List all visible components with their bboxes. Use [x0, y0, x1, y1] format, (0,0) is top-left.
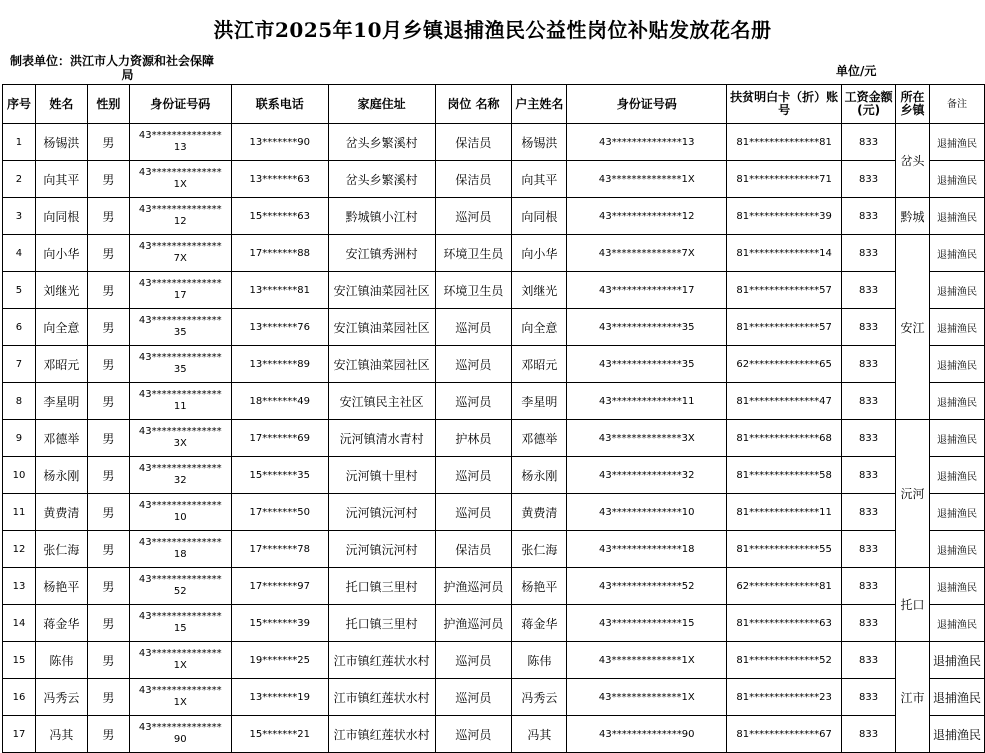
table-row	[3, 346, 985, 383]
row-card: 81**************67	[727, 716, 842, 753]
row-id-part2: 1X	[173, 179, 187, 190]
row-address: 江市镇红莲状水村	[328, 679, 435, 716]
row-wage: 833	[842, 346, 896, 383]
row-id-part2: 15	[173, 623, 187, 634]
row-id	[129, 272, 231, 309]
row-address: 安江镇油菜园社区	[328, 309, 435, 346]
row-gender: 男	[87, 494, 129, 531]
table-row	[3, 383, 985, 420]
row-gender: 男	[87, 568, 129, 605]
row-phone: 18*******49	[231, 383, 328, 420]
row-id	[129, 235, 231, 272]
row-post: 保洁员	[435, 124, 512, 161]
row-phone: 17*******50	[231, 494, 328, 531]
row-id	[129, 161, 231, 198]
row-name: 刘继光	[35, 272, 87, 309]
maker-label-cont: 局	[121, 68, 134, 82]
row-remark: 退捕渔民	[930, 679, 985, 716]
row-name: 向全意	[35, 309, 87, 346]
row-seq: 4	[3, 235, 36, 272]
row-id-part2: 3X	[173, 438, 187, 449]
row-post: 巡河员	[435, 679, 512, 716]
row-address: 托口镇三里村	[328, 605, 435, 642]
row-post: 巡河员	[435, 642, 512, 679]
row-remark: 退捕渔民	[930, 568, 985, 605]
row-name: 蒋金华	[35, 605, 87, 642]
table-row	[3, 272, 985, 309]
row-phone: 17*******88	[231, 235, 328, 272]
row-id	[129, 457, 231, 494]
row-wage: 833	[842, 124, 896, 161]
row-id-part1: 43**************	[138, 685, 222, 696]
row-head: 杨艳平	[512, 568, 567, 605]
row-seq: 6	[3, 309, 36, 346]
row-id-part2: 18	[173, 549, 187, 560]
header-gender: 性别	[87, 85, 129, 124]
row-phone: 15*******21	[231, 716, 328, 753]
table-row	[3, 124, 985, 161]
row-post: 保洁员	[435, 531, 512, 568]
row-post: 巡河员	[435, 198, 512, 235]
row-post: 护渔巡河员	[435, 568, 512, 605]
row-gender: 男	[87, 383, 129, 420]
row-head: 邓德举	[512, 420, 567, 457]
row-head: 蒋金华	[512, 605, 567, 642]
row-card: 81**************23	[727, 679, 842, 716]
row-seq: 3	[3, 198, 36, 235]
row-card: 62**************65	[727, 346, 842, 383]
row-name: 陈伟	[35, 642, 87, 679]
maker-unit	[10, 54, 245, 82]
row-post: 保洁员	[435, 161, 512, 198]
table-row	[3, 494, 985, 531]
header-address: 家庭住址	[328, 85, 435, 124]
row-phone: 15*******35	[231, 457, 328, 494]
row-town: 黔城	[896, 198, 930, 235]
row-head: 冯秀云	[512, 679, 567, 716]
row-wage: 833	[842, 309, 896, 346]
maker-label: 制表单位：洪江市人力资源和社会保障	[10, 54, 215, 68]
table-row	[3, 235, 985, 272]
row-card: 81**************47	[727, 383, 842, 420]
row-id-part2: 35	[173, 327, 187, 338]
row-id-part2: 7X	[173, 253, 187, 264]
row-gender: 男	[87, 457, 129, 494]
row-wage: 833	[842, 679, 896, 716]
row-town: 江市	[896, 642, 930, 753]
row-id-part2: 11	[173, 401, 187, 412]
row-head: 李星明	[512, 383, 567, 420]
table-row	[3, 716, 985, 753]
row-head-id: 43**************7X	[567, 235, 727, 272]
row-head-id: 43**************52	[567, 568, 727, 605]
row-id-part2: 1X	[173, 697, 187, 708]
row-id-part2: 12	[173, 216, 187, 227]
row-card: 81**************11	[727, 494, 842, 531]
row-id-part2: 17	[173, 290, 187, 301]
row-wage: 833	[842, 272, 896, 309]
row-address: 江市镇红莲状水村	[328, 642, 435, 679]
row-name: 杨永刚	[35, 457, 87, 494]
row-phone: 17*******69	[231, 420, 328, 457]
row-card: 81**************52	[727, 642, 842, 679]
table-row	[3, 457, 985, 494]
table-row	[3, 568, 985, 605]
roster-table	[2, 84, 985, 753]
row-gender: 男	[87, 161, 129, 198]
row-name: 邓昭元	[35, 346, 87, 383]
row-wage: 833	[842, 420, 896, 457]
row-head: 杨锡洪	[512, 124, 567, 161]
row-card: 81**************63	[727, 605, 842, 642]
row-head: 刘继光	[512, 272, 567, 309]
row-remark: 退捕渔民	[930, 531, 985, 568]
row-gender: 男	[87, 642, 129, 679]
row-remark: 退捕渔民	[930, 494, 985, 531]
row-wage: 833	[842, 198, 896, 235]
table-row	[3, 420, 985, 457]
row-head-id: 43**************35	[567, 346, 727, 383]
row-id-part1: 43**************	[138, 352, 222, 363]
row-head-id: 43**************32	[567, 457, 727, 494]
row-seq: 15	[3, 642, 36, 679]
row-head-id: 43**************1X	[567, 161, 727, 198]
row-card: 62**************81	[727, 568, 842, 605]
row-phone: 19*******25	[231, 642, 328, 679]
row-head: 张仁海	[512, 531, 567, 568]
row-seq: 10	[3, 457, 36, 494]
row-head-id: 43**************13	[567, 124, 727, 161]
row-seq: 2	[3, 161, 36, 198]
row-card: 81**************81	[727, 124, 842, 161]
row-seq: 8	[3, 383, 36, 420]
row-seq: 17	[3, 716, 36, 753]
row-name: 杨艳平	[35, 568, 87, 605]
table-row	[3, 198, 985, 235]
row-post: 巡河员	[435, 346, 512, 383]
row-wage: 833	[842, 494, 896, 531]
row-wage: 833	[842, 642, 896, 679]
table-row	[3, 679, 985, 716]
row-seq: 16	[3, 679, 36, 716]
row-id-part2: 10	[173, 512, 187, 523]
row-head-id: 43**************35	[567, 309, 727, 346]
row-head-id: 43**************18	[567, 531, 727, 568]
row-phone: 13*******19	[231, 679, 328, 716]
row-id	[129, 679, 231, 716]
row-phone: 15*******63	[231, 198, 328, 235]
row-head-id: 43**************1X	[567, 642, 727, 679]
row-head: 向小华	[512, 235, 567, 272]
row-card: 81**************57	[727, 272, 842, 309]
row-remark: 退捕渔民	[930, 198, 985, 235]
row-name: 向小华	[35, 235, 87, 272]
row-seq: 11	[3, 494, 36, 531]
row-id-part2: 35	[173, 364, 187, 375]
row-gender: 男	[87, 235, 129, 272]
row-head-id: 43**************17	[567, 272, 727, 309]
row-phone: 15*******39	[231, 605, 328, 642]
row-phone: 13*******63	[231, 161, 328, 198]
row-post: 护林员	[435, 420, 512, 457]
row-head-id: 43**************10	[567, 494, 727, 531]
row-name: 张仁海	[35, 531, 87, 568]
header-head-id: 身份证号码	[567, 85, 727, 124]
row-name: 李星明	[35, 383, 87, 420]
row-phone: 13*******81	[231, 272, 328, 309]
row-id-part1: 43**************	[138, 241, 222, 252]
row-gender: 男	[87, 716, 129, 753]
row-wage: 833	[842, 531, 896, 568]
row-gender: 男	[87, 420, 129, 457]
row-address: 安江镇秀洲村	[328, 235, 435, 272]
row-phone: 13*******76	[231, 309, 328, 346]
row-post: 环境卫生员	[435, 235, 512, 272]
row-id	[129, 568, 231, 605]
row-remark: 退捕渔民	[930, 420, 985, 457]
header-remark: 备注	[930, 85, 985, 124]
row-address: 黔城镇小江村	[328, 198, 435, 235]
row-wage: 833	[842, 716, 896, 753]
row-seq: 12	[3, 531, 36, 568]
row-seq: 9	[3, 420, 36, 457]
row-head: 陈伟	[512, 642, 567, 679]
row-id-part1: 43**************	[138, 722, 222, 733]
row-wage: 833	[842, 457, 896, 494]
row-post: 环境卫生员	[435, 272, 512, 309]
header-id: 身份证号码	[129, 85, 231, 124]
row-phone: 17*******97	[231, 568, 328, 605]
row-gender: 男	[87, 272, 129, 309]
header-name: 姓名	[35, 85, 87, 124]
row-id	[129, 124, 231, 161]
table-row	[3, 642, 985, 679]
row-id-part2: 32	[173, 475, 187, 486]
row-id	[129, 531, 231, 568]
row-id-part1: 43**************	[138, 278, 222, 289]
row-remark: 退捕渔民	[930, 457, 985, 494]
table-row	[3, 309, 985, 346]
row-head: 邓昭元	[512, 346, 567, 383]
row-remark: 退捕渔民	[930, 605, 985, 642]
row-phone: 13*******90	[231, 124, 328, 161]
row-address: 沅河镇沅河村	[328, 494, 435, 531]
row-card: 81**************55	[727, 531, 842, 568]
row-id	[129, 494, 231, 531]
row-card: 81**************39	[727, 198, 842, 235]
row-gender: 男	[87, 605, 129, 642]
row-id-part2: 1X	[173, 660, 187, 671]
row-address: 沅河镇清水青村	[328, 420, 435, 457]
row-gender: 男	[87, 309, 129, 346]
row-seq: 5	[3, 272, 36, 309]
row-head: 向全意	[512, 309, 567, 346]
row-id	[129, 716, 231, 753]
header-row	[3, 85, 985, 124]
row-id-part1: 43**************	[138, 315, 222, 326]
row-gender: 男	[87, 679, 129, 716]
row-post: 巡河员	[435, 494, 512, 531]
row-head: 杨永刚	[512, 457, 567, 494]
header-phone: 联系电话	[231, 85, 328, 124]
row-gender: 男	[87, 198, 129, 235]
row-id-part1: 43**************	[138, 463, 222, 474]
row-head: 向同根	[512, 198, 567, 235]
row-card: 81**************71	[727, 161, 842, 198]
row-name: 冯秀云	[35, 679, 87, 716]
header-seq: 序号	[3, 85, 36, 124]
row-name: 向其平	[35, 161, 87, 198]
row-id-part1: 43**************	[138, 500, 222, 511]
row-wage: 833	[842, 605, 896, 642]
row-address: 安江镇民主社区	[328, 383, 435, 420]
row-id-part1: 43**************	[138, 611, 222, 622]
row-name: 向同根	[35, 198, 87, 235]
row-remark: 退捕渔民	[930, 124, 985, 161]
header-card: 扶贫明白卡（折）账号	[727, 85, 842, 124]
row-wage: 833	[842, 161, 896, 198]
row-remark: 退捕渔民	[930, 235, 985, 272]
row-post: 巡河员	[435, 309, 512, 346]
row-post: 巡河员	[435, 457, 512, 494]
row-address: 安江镇油菜园社区	[328, 272, 435, 309]
row-name: 黄费清	[35, 494, 87, 531]
row-id-part1: 43**************	[138, 537, 222, 548]
row-id-part2: 13	[173, 142, 187, 153]
row-address: 安江镇油菜园社区	[328, 346, 435, 383]
row-id-part1: 43**************	[138, 389, 222, 400]
row-head-id: 43**************3X	[567, 420, 727, 457]
row-id-part2: 52	[173, 586, 187, 597]
row-wage: 833	[842, 568, 896, 605]
row-seq: 1	[3, 124, 36, 161]
row-gender: 男	[87, 531, 129, 568]
row-remark: 退捕渔民	[930, 161, 985, 198]
row-remark: 退捕渔民	[930, 309, 985, 346]
row-head-id: 43**************12	[567, 198, 727, 235]
row-head: 向其平	[512, 161, 567, 198]
row-remark: 退捕渔民	[930, 383, 985, 420]
row-gender: 男	[87, 346, 129, 383]
row-address: 沅河镇十里村	[328, 457, 435, 494]
row-name: 杨锡洪	[35, 124, 87, 161]
row-id-part1: 43**************	[138, 167, 222, 178]
row-name: 冯其	[35, 716, 87, 753]
row-id	[129, 309, 231, 346]
row-id-part2: 90	[173, 734, 187, 745]
row-id-part1: 43**************	[138, 648, 222, 659]
row-id	[129, 383, 231, 420]
row-id-part1: 43**************	[138, 204, 222, 215]
header-wage: 工资金额(元)	[842, 85, 896, 124]
row-seq: 14	[3, 605, 36, 642]
row-id	[129, 605, 231, 642]
header-town: 所在乡镇	[896, 85, 930, 124]
row-post: 护渔巡河员	[435, 605, 512, 642]
row-wage: 833	[842, 235, 896, 272]
currency-unit: 单位/元	[836, 64, 877, 78]
row-head: 冯其	[512, 716, 567, 753]
row-remark: 退捕渔民	[930, 346, 985, 383]
row-remark: 退捕渔民	[930, 642, 985, 679]
row-id-part1: 43**************	[138, 426, 222, 437]
row-head-id: 43**************1X	[567, 679, 727, 716]
row-id	[129, 420, 231, 457]
row-address: 岔头乡繁溪村	[328, 124, 435, 161]
row-phone: 13*******89	[231, 346, 328, 383]
row-seq: 7	[3, 346, 36, 383]
row-id	[129, 198, 231, 235]
row-head-id: 43**************15	[567, 605, 727, 642]
row-card: 81**************68	[727, 420, 842, 457]
row-wage: 833	[842, 383, 896, 420]
header-head: 户主姓名	[512, 85, 567, 124]
row-post: 巡河员	[435, 716, 512, 753]
row-remark: 退捕渔民	[930, 272, 985, 309]
row-phone: 17*******78	[231, 531, 328, 568]
row-address: 岔头乡繁溪村	[328, 161, 435, 198]
header-post: 岗位 名称	[435, 85, 512, 124]
row-remark: 退捕渔民	[930, 716, 985, 753]
row-town: 托口	[896, 568, 930, 642]
row-id-part1: 43**************	[138, 130, 222, 141]
table-row	[3, 161, 985, 198]
row-head: 黄费清	[512, 494, 567, 531]
row-gender: 男	[87, 124, 129, 161]
row-id	[129, 642, 231, 679]
row-name: 邓德举	[35, 420, 87, 457]
row-town: 沅河	[896, 420, 930, 568]
row-address: 托口镇三里村	[328, 568, 435, 605]
row-head-id: 43**************90	[567, 716, 727, 753]
row-post: 巡河员	[435, 383, 512, 420]
table-row	[3, 605, 985, 642]
row-town: 岔头	[896, 124, 930, 198]
row-address: 沅河镇沅河村	[328, 531, 435, 568]
row-address: 江市镇红莲状水村	[328, 716, 435, 753]
row-id	[129, 346, 231, 383]
row-card: 81**************57	[727, 309, 842, 346]
row-card: 81**************14	[727, 235, 842, 272]
row-card: 81**************58	[727, 457, 842, 494]
row-id-part1: 43**************	[138, 574, 222, 585]
row-town: 安江	[896, 235, 930, 420]
row-seq: 13	[3, 568, 36, 605]
row-head-id: 43**************11	[567, 383, 727, 420]
page-title: 洪江市2025年10月乡镇退捕渔民公益性岗位补贴发放花名册	[213, 18, 772, 42]
table-row	[3, 531, 985, 568]
